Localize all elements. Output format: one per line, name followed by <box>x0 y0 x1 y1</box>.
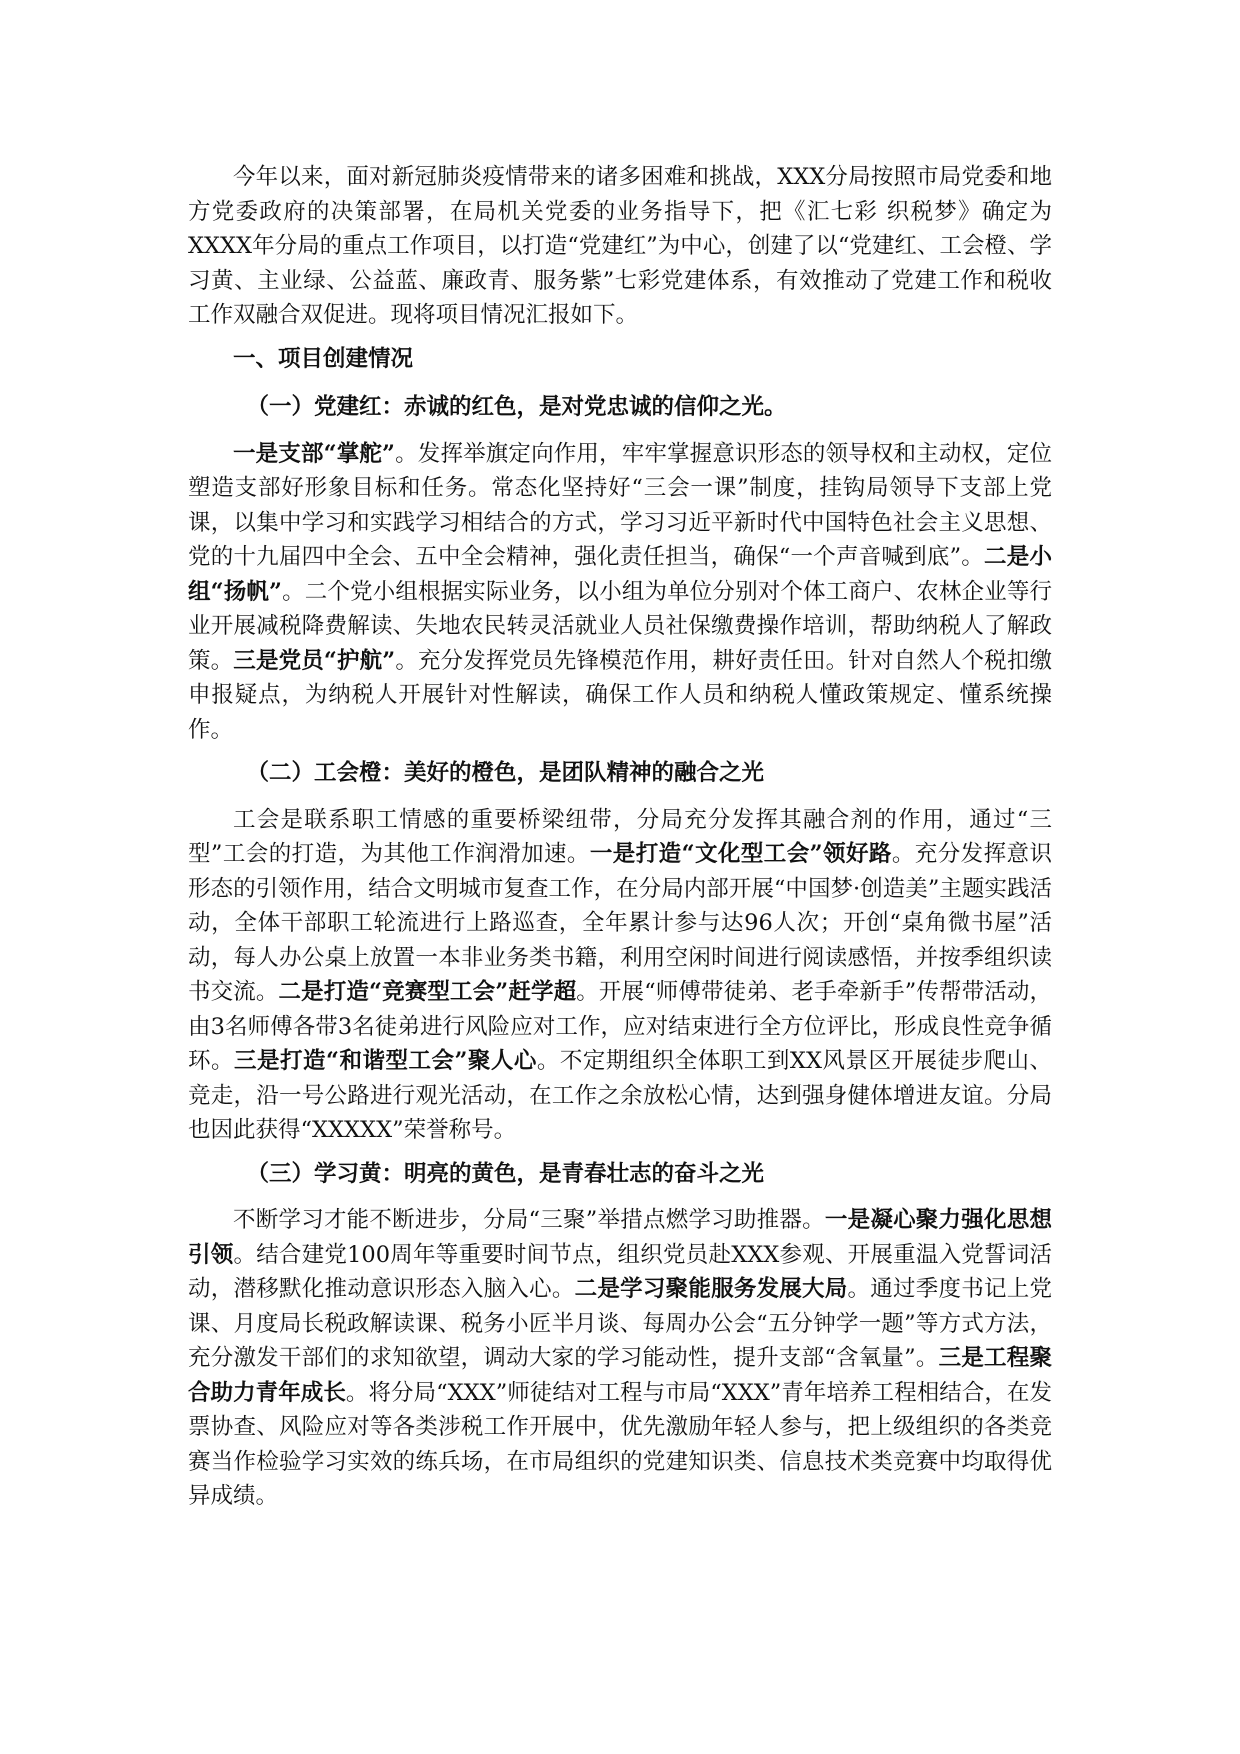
subsection-heading-study-yellow: （三）学习黄：明亮的黄色，是青春壮志的奋斗之光 <box>246 1160 765 1187</box>
bold-phrase: 三是党员“护航” <box>233 647 396 674</box>
bold-phrase: 一是凝心聚力强化思想引领 <box>188 1207 1052 1268</box>
body-text: 不断学习才能不断进步，分局“三聚”举措点燃学习助推器。 <box>233 1207 825 1233</box>
body-text: 。结合建党100周年等重要时间节点，组织党员赴XXX参观、开展重温入党誓词活动，潜移默化推动意识形态入脑入心。 <box>188 1241 1052 1302</box>
bold-phrase: 二是学习聚能服务发展大局 <box>574 1276 848 1302</box>
intro-paragraph: 今年以来，面对新冠肺炎疫情带来的诸多困难和挑战，XXX分局按照市局党委和地方党委政府的决策部署，在局机关党委的业务指导下，把《汇七彩 织税梦》确定为XXXX年分局的重点工作项目，以打造“党建红”为中心，创建了以“党建红、工会橙、学习黄、主业绿、公益蓝、廉政青、服务紫”七彩党建体系，有效推动了党建工作和税收工作双融合双促进。现将项目情况汇报如下。 <box>188 164 1052 328</box>
body-text: 。发挥举旗定向作用，牢牢掌握意识形态的领导权和主动权，定位塑造支部好形象目标和任务。常态化坚持好“三会一课”制度，挂钩局领导下支部上党课，以集中学习和实践学习相结合的方式，学习习近平新时代中国特色社会主义思想、党的十九届四中全会、五中全会精神，强化责任担当，确保“一个声音喊到底”。 <box>188 440 1052 570</box>
body-text: 。充分发挥意识形态的引领作用，结合文明城市复查工作，在分局内部开展“中国梦·创造美”主题实践活动，全体干部职工轮流进行上路巡查，全年累计参与达96人次；开创“桌角微书屋”活动，每人办公桌上放置一本非业务类书籍，利用空闲时间进行阅读感悟，并按季组织读书交流。 <box>188 841 1052 1005</box>
paragraph-union-orange <box>188 803 1052 1148</box>
body-text: 。充分发挥党员先锋模范作用，耕好责任田。针对自然人个税扣缴申报疑点，为纳税人开展针对性解读，确保工作人员和纳税人懂政策规定、懂系统操作。 <box>188 647 1052 743</box>
subsection-heading-union-orange: （二）工会橙：美好的橙色，是团队精神的融合之光 <box>246 760 765 786</box>
subsection-heading-party-red: （一）党建红：赤诚的红色，是对党忠诚的信仰之光。 <box>246 394 787 420</box>
bold-phrase: 二是小组“扬帆” <box>188 544 1052 605</box>
bold-phrase: 一是打造“文化型工会”领好路 <box>589 841 892 867</box>
body-text: 。二个党小组根据实际业务，以小组为单位分别对个体工商户、农林企业等行业开展减税降费解读、失地农民转灵活就业人员社保缴费操作培训，帮助纳税人了解政策。 <box>188 578 1052 674</box>
body-text: 。通过季度书记上党课、月度局长税政解读课、税务小匠半月谈、每周办公会“五分钟学一题”等方式方法，充分激发干部们的求知欲望，调动大家的学习能动性，提升支部“含氧量”。 <box>188 1276 1052 1371</box>
section-heading-project-creation: 一、项目创建情况 <box>233 345 414 372</box>
paragraph-party-red <box>188 437 1052 748</box>
body-text: 。将分局“XXX”师徒结对工程与市局“XXX”青年培养工程相结合，在发票协查、风险应对等各类涉税工作开展中，优先激励年轻人参与，把上级组织的各类竞赛当作检验学习实效的练兵场，在市局组织的党建知识类、信息技术类竞赛中均取得优异成绩。 <box>188 1379 1052 1509</box>
bold-phrase: 一是支部“掌舵” <box>233 440 395 467</box>
body-text: 工会是联系职工情感的重要桥梁纽带，分局充分发挥其融合剂的作用，通过“三型”工会的打造，为其他工作润滑加速。 <box>188 806 1052 867</box>
document-page <box>188 160 1052 1523</box>
body-text: 。开展“师傅带徒弟、老手牵新手”传帮带活动，由3名师傅各带3名徒弟进行风险应对工作，应对结束进行全方位评比，形成良性竞争循环。 <box>188 979 1052 1074</box>
bold-phrase: 二是打造“竞赛型工会”赶学超 <box>278 979 577 1005</box>
bold-phrase: 三是打造“和谐型工会”聚人心 <box>234 1048 537 1074</box>
bold-phrase: 三是工程聚合助力青年成长 <box>188 1345 1052 1406</box>
body-text: 。不定期组织全体职工到XX风景区开展徒步爬山、竞走，沿一号公路进行观光活动，在工作之余放松心情，达到强身健体增进友谊。分局也因此获得“XXXXX”荣誉称号。 <box>188 1048 1052 1143</box>
paragraph-study-yellow <box>188 1203 1052 1514</box>
